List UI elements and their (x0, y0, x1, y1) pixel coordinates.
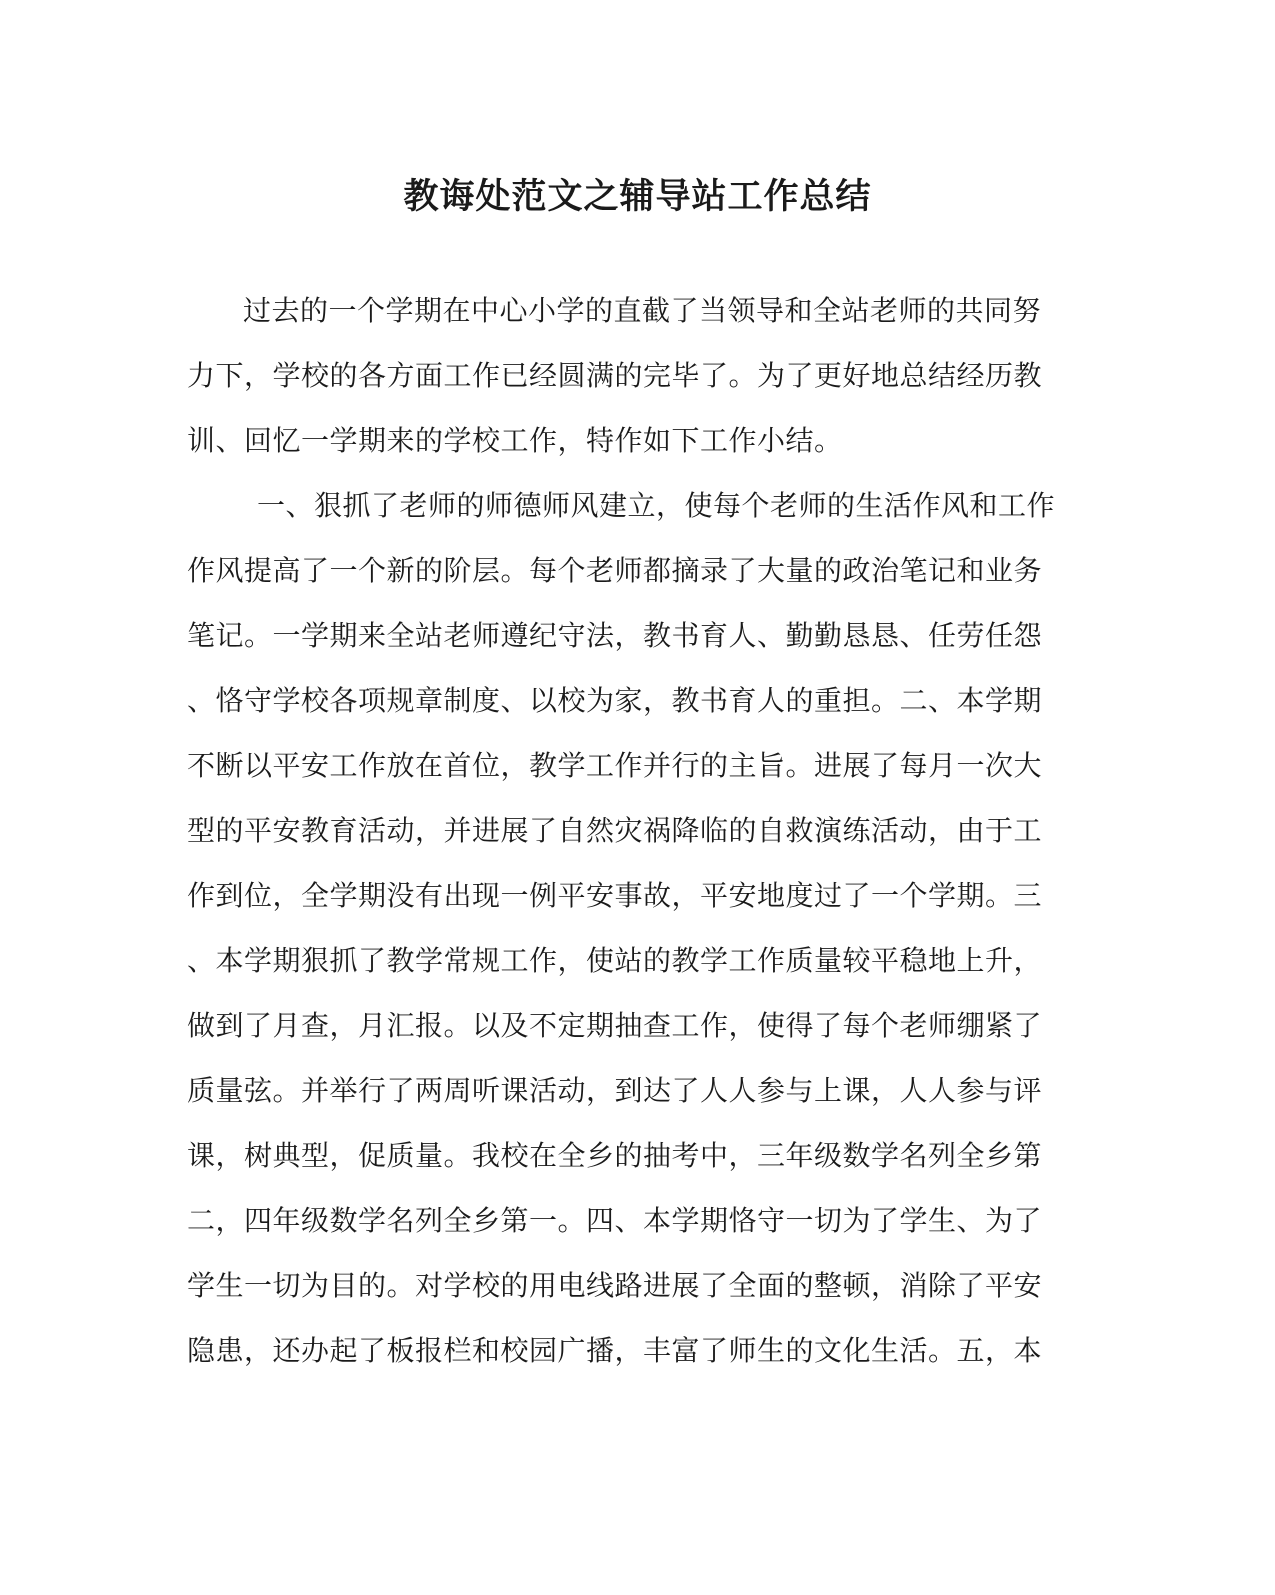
paragraph-line: 型的平安教育活动，并进展了自然灾祸降临的自救演练活动，由于工 (187, 814, 1043, 847)
paragraph-line: 、本学期狠抓了教学常规工作，使站的教学工作质量较平稳地上升， (187, 944, 1043, 977)
paragraph-line: 作到位，全学期没有出现一例平安事故，平安地度过了一个学期。三 (187, 879, 1043, 912)
paragraph-line: 二，四年级数学名列全乡第一。四、本学期恪守一切为了学生、为了 (187, 1204, 1043, 1237)
paragraph-line: 力下，学校的各方面工作已经圆满的完毕了。为了更好地总结经历教 (187, 359, 1043, 392)
paragraph-line: 做到了月查，月汇报。以及不定期抽查工作，使得了每个老师绷紧了 (187, 1009, 1043, 1042)
document-body (187, 278, 1067, 1383)
paragraph-line: 作风提高了一个新的阶层。每个老师都摘录了大量的政治笔记和业务 (187, 554, 1043, 587)
paragraph-line: 训、回忆一学期来的学校工作，特作如下工作小结。 (187, 424, 843, 457)
paragraph-line: 一、狠抓了老师的师德师风建立，使每个老师的生活作风和工作 (257, 489, 1056, 522)
paragraph-line: 隐患，还办起了板报栏和校园广播，丰富了师生的文化生活。五，本 (187, 1334, 1043, 1367)
paragraph-line: 质量弦。并举行了两周听课活动，到达了人人参与上课，人人参与评 (187, 1074, 1043, 1107)
paragraph-line: 课，树典型，促质量。我校在全乡的抽考中，三年级数学名列全乡第 (187, 1139, 1043, 1172)
paragraph-line: 学生一切为目的。对学校的用电线路进展了全面的整顿，消除了平安 (187, 1269, 1043, 1302)
paragraph-line: 过去的一个学期在中心小学的直截了当领导和全站老师的共同努 (243, 294, 1042, 327)
paragraph-line: 笔记。一学期来全站老师遵纪守法，教书育人、勤勤恳恳、任劳任怨 (187, 619, 1043, 652)
paragraph-line: 、恪守学校各项规章制度、以校为家，教书育人的重担。二、本学期 (187, 684, 1043, 717)
paragraph-line: 不断以平安工作放在首位，教学工作并行的主旨。进展了每月一次大 (187, 749, 1043, 782)
document-title: 教诲处范文之辅导站工作总结 (403, 176, 872, 217)
